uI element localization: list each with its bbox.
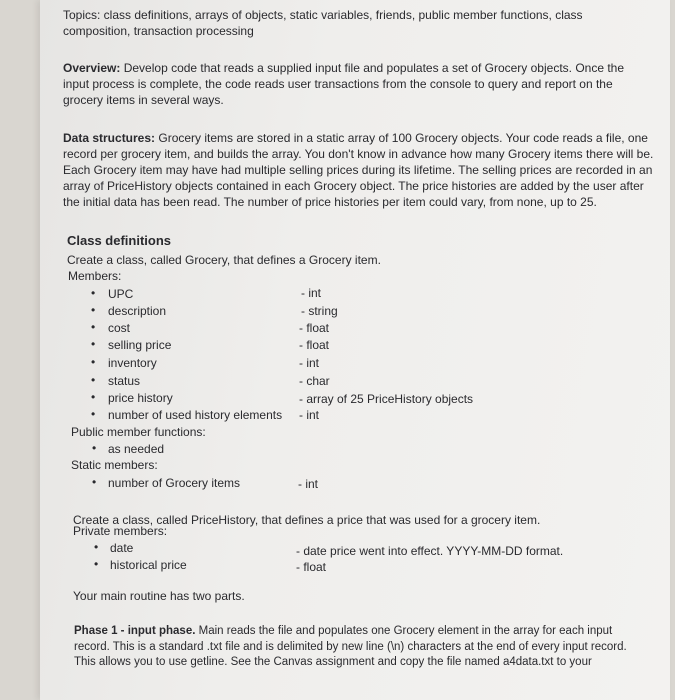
member-name: UPC [108, 287, 134, 301]
member-type: - string [301, 304, 338, 318]
private-member-name: historical price [110, 558, 187, 572]
bullet-icon: • [92, 441, 97, 455]
main-routine-text: Your main routine has two parts. [73, 589, 245, 603]
class-definitions-heading: Class definitions [67, 233, 172, 248]
topics-paragraph: Topics: class definitions, arrays of objects, static variables, friends, public member functions, class composition, transaction processing [63, 8, 583, 38]
member-name: selling price [108, 338, 172, 352]
overview-paragraph [63, 60, 638, 108]
bullet-icon: • [91, 320, 96, 334]
public-function-item: as needed [108, 442, 165, 456]
overview-label: Overview: [63, 61, 121, 75]
private-member-type: - date price went into effect. YYYY-MM-DD format. [296, 544, 564, 558]
static-members-label: Static members: [71, 458, 158, 472]
public-functions-label: Public member functions: [71, 425, 206, 439]
bullet-icon: • [94, 557, 99, 571]
member-type: - array of 25 PriceHistory objects [299, 392, 474, 406]
bullet-icon: • [91, 390, 96, 404]
bullet-icon: • [91, 337, 96, 351]
member-type: - int [299, 356, 320, 370]
member-type: - float [299, 338, 330, 352]
member-name: inventory [108, 356, 157, 370]
member-type: - int [299, 408, 320, 422]
private-members-label: Private members: [73, 524, 168, 538]
members-label: Members: [68, 269, 122, 283]
member-name: status [108, 374, 141, 388]
data-structures-label: Data structures: [63, 131, 156, 145]
member-type: - int [301, 286, 322, 300]
bullet-icon: • [91, 355, 96, 369]
member-name: description [108, 304, 167, 318]
phase1-text: Main reads the file and populates one Grocery element in the array for each input record. This is a standard .txt file and is delimited by new line (\n) characters at the end of every input record. This allows you to use getline. See the Canvas assignment and copy the file named a4data.txt to your [74, 625, 627, 668]
bullet-icon: • [91, 286, 96, 300]
member-name: number of used history elements [108, 408, 283, 422]
grocery-class-intro: Create a class, called Grocery, that defines a Grocery item. [67, 253, 381, 267]
overview-text: Develop code that reads a supplied input file and populates a set of Grocery objects. Once the input process is complete, the code reads user transactions from the console to query and report on the grocery items in several ways. [63, 61, 625, 107]
member-type: - char [299, 374, 330, 388]
member-name: price history [108, 391, 173, 405]
data-structures-paragraph [63, 130, 655, 210]
private-member-type: - float [296, 560, 327, 574]
bullet-icon: • [91, 407, 96, 421]
bullet-icon: • [94, 540, 99, 554]
bullet-icon: • [91, 303, 96, 317]
bullet-icon: • [92, 475, 97, 489]
member-name: cost [108, 321, 131, 335]
bullet-icon: • [91, 373, 96, 387]
private-member-name: date [110, 541, 134, 555]
phase1-paragraph [74, 624, 640, 671]
member-type: - float [299, 321, 330, 335]
static-member-type: - int [298, 477, 319, 491]
static-member-name: number of Grocery items [108, 476, 241, 490]
phase1-label: Phase 1 - input phase. [74, 625, 196, 637]
data-structures-text: Grocery items are stored in a static array of 100 Grocery objects. Your code reads a file, one record per grocery item, and builds the array. You don't know in advance how many Grocery items there will be. Each Grocery item may have had multiple selling prices during its lifetime. The selling prices are recorded in an array of PriceHistory objects contained in each Grocery object. The price histories are added by the user after the initial data has been read. The number of price histories per item could vary, from none, up to 25. [63, 131, 654, 209]
pricehistory-class-intro: Create a class, called PriceHistory, that defines a price that was used for a grocery item. [73, 513, 541, 527]
